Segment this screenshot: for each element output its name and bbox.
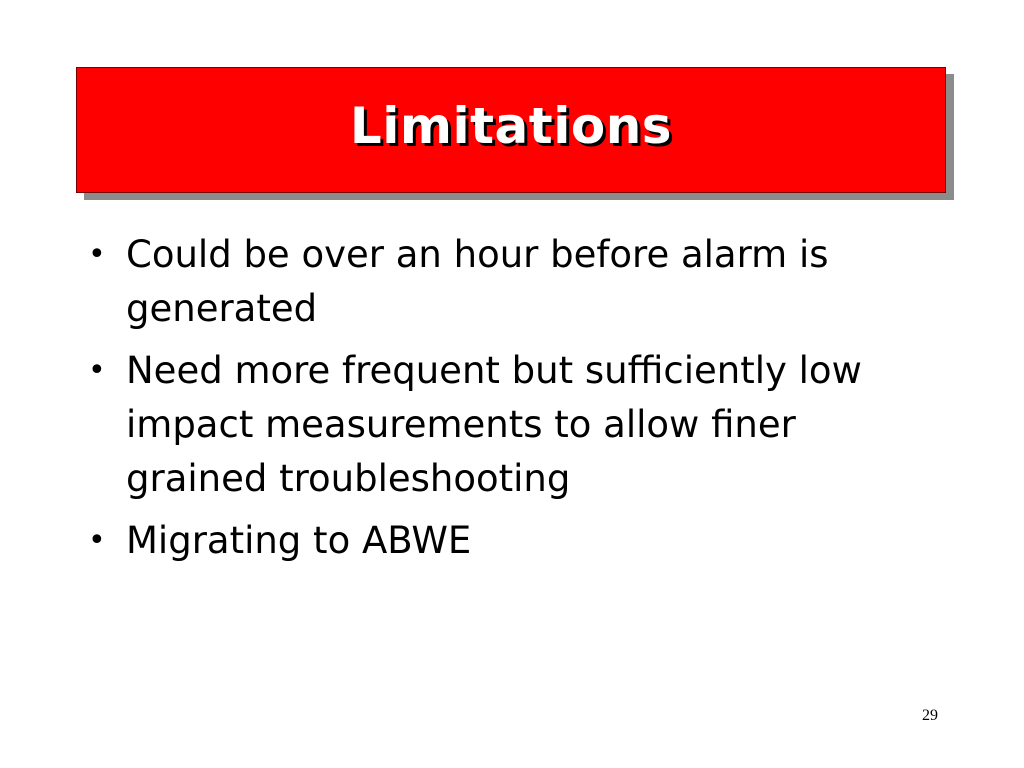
bullet-text: Need more frequent but sufficiently low impact measurements to allow finer grained troubleshooting (126, 349, 862, 500)
bullet-dot-icon: • (88, 523, 106, 558)
bullet-dot-icon: • (88, 237, 106, 272)
bullet-text: Migrating to ABWE (126, 519, 472, 562)
page-number: 29 (922, 707, 938, 724)
bullet-text: Could be over an hour before alarm is generated (126, 233, 829, 330)
list-item (88, 228, 938, 336)
list-item (88, 344, 938, 506)
list-item (88, 514, 938, 568)
bullet-list (88, 228, 938, 576)
title-banner (76, 67, 946, 193)
bullet-dot-icon: • (88, 353, 106, 388)
slide-title: Limitations (349, 97, 673, 155)
